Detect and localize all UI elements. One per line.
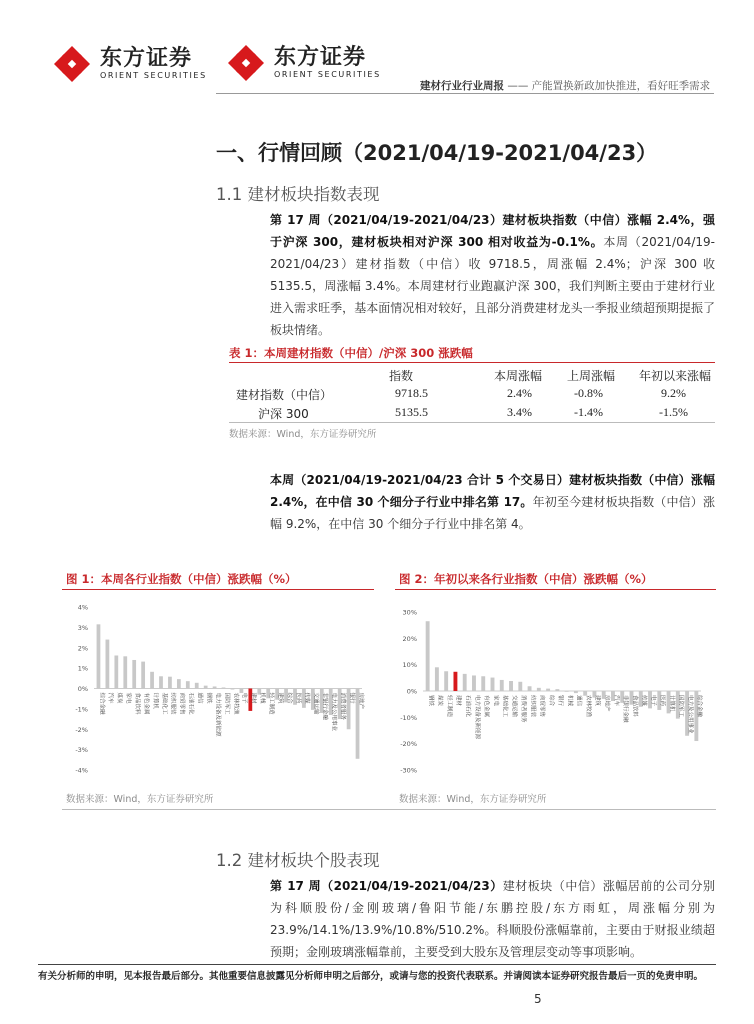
table-header: 上周涨幅 bbox=[567, 369, 616, 383]
category-label: 消费者服务 bbox=[520, 695, 527, 723]
subsection-title-1-2: 1.2 建材板块个股表现 bbox=[216, 851, 380, 870]
category-label: 电力及公用事业 bbox=[330, 692, 337, 732]
category-label: 交通运输 bbox=[510, 695, 517, 718]
header-subtitle bbox=[420, 78, 710, 93]
category-label: 国防军工 bbox=[677, 695, 684, 718]
table-header: 年初以来涨幅 bbox=[639, 369, 712, 383]
bar bbox=[231, 689, 235, 690]
table-cell: -1.4% bbox=[574, 405, 603, 419]
category-label: 机械 bbox=[259, 692, 266, 704]
table-cell: 9718.5 bbox=[395, 386, 428, 400]
paragraph-2 bbox=[270, 469, 715, 535]
bar bbox=[213, 686, 217, 688]
category-label: 有色金属 bbox=[483, 695, 490, 718]
orient-logo-icon bbox=[52, 44, 92, 84]
paragraph-1 bbox=[270, 209, 715, 341]
category-label: 汽车 bbox=[107, 692, 114, 704]
bar bbox=[491, 678, 495, 691]
bar bbox=[500, 680, 504, 691]
orient-logo-icon bbox=[226, 43, 266, 83]
category-label: 家电 bbox=[125, 692, 132, 704]
category-label: 电子 bbox=[649, 695, 656, 707]
category-label: 房地产 bbox=[603, 695, 610, 712]
paragraph-2-rest: 年初至今建材板块指数（中信）涨幅 9.2%，在中信 30 个细分子行业中排名第 4。 bbox=[270, 495, 715, 531]
logo-text-en: ORIENT SECURITIES bbox=[274, 70, 381, 79]
bar bbox=[141, 662, 145, 689]
figure-1-title: 图 1：本周各行业指数（中信）涨跌幅（%） bbox=[66, 572, 297, 586]
y-tick-label: -10% bbox=[400, 713, 417, 722]
y-tick-label: -2% bbox=[75, 725, 88, 734]
category-label: 食品饮料 bbox=[134, 692, 140, 715]
category-label: 国防军工 bbox=[223, 692, 230, 715]
figures-bottom-rule bbox=[62, 809, 716, 810]
category-label: 非银行金融 bbox=[622, 695, 629, 723]
category-label: 煤炭 bbox=[436, 695, 443, 707]
bar bbox=[463, 674, 467, 691]
bar bbox=[518, 682, 522, 691]
y-tick-label: 30% bbox=[402, 608, 417, 617]
bar bbox=[555, 689, 559, 691]
category-label: 煤炭 bbox=[116, 692, 123, 704]
figure-2-title: 图 2：年初以来各行业指数（中信）涨跌幅（%） bbox=[399, 572, 653, 586]
y-tick-label: 0% bbox=[406, 687, 417, 696]
category-label: 计算机 bbox=[151, 692, 158, 710]
table-bottom-rule bbox=[229, 422, 715, 423]
y-tick-label: 3% bbox=[77, 623, 88, 632]
category-label: 电子 bbox=[241, 692, 248, 704]
y-tick-label: 2% bbox=[77, 644, 88, 653]
category-label: 医药 bbox=[294, 692, 301, 704]
category-label: 综合 bbox=[285, 692, 292, 704]
y-tick-label: -30% bbox=[400, 766, 417, 775]
bar bbox=[453, 672, 457, 691]
category-label: 建筑 bbox=[594, 695, 601, 707]
category-label: 通信 bbox=[575, 695, 582, 707]
figure-1-rule bbox=[62, 589, 374, 590]
category-label: 建筑 bbox=[276, 692, 283, 704]
table-header: 本周涨幅 bbox=[494, 369, 543, 383]
category-label: 钢铁 bbox=[205, 692, 212, 704]
report-subtitle: —— 产能置换新政加快推进，看好旺季需求 bbox=[507, 80, 711, 92]
table-top-rule bbox=[229, 362, 715, 363]
table-title: 表 1：本周建材指数（中信）/沪深 300 涨跌幅 bbox=[229, 346, 473, 360]
table-cell: -0.8% bbox=[574, 386, 603, 400]
category-label: 基础化工 bbox=[501, 695, 508, 718]
logo-orient-securities-1 bbox=[52, 44, 207, 84]
paragraph-1-bold: 第 17 周（2021/04/19-2021/04/23）建材板块指数（中信）涨幅 2.4%，强于沪深 300，建材板块相对沪深 300 相对收益为-0.1%。 bbox=[270, 213, 715, 249]
category-label: 汽车 bbox=[612, 695, 619, 707]
section-title: 一、行情回顾（2021/04/19-2021/04/23） bbox=[216, 141, 658, 165]
bar bbox=[159, 676, 163, 688]
bar bbox=[537, 688, 541, 691]
header-divider bbox=[216, 93, 714, 94]
bar bbox=[204, 686, 208, 689]
table-cell: 2.4% bbox=[507, 386, 532, 400]
category-label: 石油石化 bbox=[187, 692, 194, 715]
chart-2 bbox=[395, 592, 716, 788]
category-label: 电力及公用事业 bbox=[686, 695, 693, 734]
category-label: 商贸零售 bbox=[538, 695, 545, 718]
page-number: 5 bbox=[534, 992, 542, 1006]
chart-1 bbox=[62, 592, 374, 788]
logo-text-en: ORIENT SECURITIES bbox=[100, 71, 207, 80]
table-cell: 9.2% bbox=[661, 386, 686, 400]
category-label: 传媒 bbox=[640, 695, 647, 707]
category-label: 建材 bbox=[250, 692, 257, 704]
bar bbox=[546, 689, 550, 691]
logo-text-cn: 东方证券 bbox=[100, 46, 193, 71]
y-tick-label: -4% bbox=[75, 766, 88, 775]
category-label: 纺织服装 bbox=[529, 695, 536, 718]
bar bbox=[168, 677, 172, 689]
category-label: 石油石化 bbox=[464, 695, 471, 718]
paragraph-2-bold: 本周（2021/04/19-2021/04/23 合计 5 个交易日）建材板块指数（中信）涨幅 2.4%，在中信 30 个细分子行业中排名第 17。 bbox=[270, 473, 715, 509]
y-tick-label: -1% bbox=[75, 705, 88, 714]
category-label: 银行 bbox=[557, 695, 564, 707]
table-source: 数据来源：Wind，东方证券研究所 bbox=[229, 429, 377, 440]
paragraph-3 bbox=[270, 875, 715, 963]
report-type: 建材行业行业周报 bbox=[420, 80, 504, 92]
bar bbox=[426, 621, 430, 691]
category-label: 银行 bbox=[348, 692, 355, 704]
category-label: 电力设备及新能源 bbox=[473, 695, 480, 740]
category-label: 食品饮料 bbox=[631, 695, 638, 718]
bar bbox=[106, 640, 110, 689]
y-tick-label: 0% bbox=[77, 685, 88, 693]
table-cell: -1.5% bbox=[659, 405, 688, 419]
table-cell: 建材指数（中信） bbox=[236, 388, 333, 402]
bar bbox=[195, 683, 199, 689]
y-tick-label: 4% bbox=[77, 603, 88, 612]
table-cell: 3.4% bbox=[507, 405, 532, 419]
category-label: 农林牧渔 bbox=[584, 695, 591, 718]
category-label: 基础化工 bbox=[160, 692, 167, 715]
category-label: 交通运输 bbox=[312, 692, 319, 715]
paragraph-1-rest: 本周（2021/04/19-2021/04/23）建材指数（中信）收 9718.5，周涨幅 2.4%；沪深 300 收 5135.5，周涨幅 3.4%。本周建材行业跑赢沪深 300，我们判断主要由于建材行业进入需求旺季，基本面情况相对较好，且部分消费建材龙头一季报业绩超预期提振了板块情绪。 bbox=[270, 235, 715, 337]
category-label: 轻工制造 bbox=[445, 695, 452, 718]
bar bbox=[222, 687, 226, 688]
subsection-title-1-1: 1.1 建材板块指数表现 bbox=[216, 185, 380, 204]
footer-divider bbox=[38, 964, 716, 965]
category-label: 房地产 bbox=[357, 692, 364, 710]
figure-2-rule bbox=[395, 589, 716, 590]
category-label: 综合 bbox=[547, 695, 554, 707]
figure-1-source: 数据来源：Wind，东方证券研究所 bbox=[66, 794, 214, 805]
bar bbox=[186, 681, 190, 688]
bar bbox=[177, 679, 181, 688]
bar bbox=[574, 691, 578, 693]
y-tick-label: 10% bbox=[402, 661, 417, 670]
table-header: 指数 bbox=[389, 369, 414, 383]
bar bbox=[472, 675, 476, 691]
y-tick-label: 20% bbox=[402, 634, 417, 643]
category-label: 综合金融 bbox=[98, 692, 105, 715]
category-label: 钢铁 bbox=[427, 695, 434, 707]
bar bbox=[509, 681, 513, 691]
category-label: 商贸零售 bbox=[178, 692, 185, 715]
figure-2-source: 数据来源：Wind，东方证券研究所 bbox=[399, 794, 547, 805]
paragraph-3-rest: 建材板块（中信）涨幅居前的公司分别为科顺股份/金刚玻璃/鲁阳节能/东鹏控股/东方雨虹，周涨幅分别为 23.9%/14.1%/13.9%/10.8%/510.2%。科顺股份涨幅靠前，主要由于财报业绩超预期；金刚玻璃涨幅靠前，主要受到大股东及管理层变动等事项影响。 bbox=[270, 879, 715, 959]
category-label: 纺织服装 bbox=[169, 692, 176, 715]
y-tick-label: -20% bbox=[400, 740, 417, 749]
table-cell: 5135.5 bbox=[395, 405, 428, 419]
category-label: 传媒 bbox=[303, 692, 310, 704]
logo-text-cn: 东方证券 bbox=[274, 45, 367, 70]
category-label: 农林牧渔 bbox=[232, 692, 239, 715]
category-label: 消费者服务 bbox=[339, 692, 346, 721]
category-label: 计算机 bbox=[668, 695, 675, 712]
category-label: 通信 bbox=[196, 692, 203, 704]
table-cell: 沪深 300 bbox=[258, 407, 309, 421]
bar bbox=[132, 660, 136, 689]
y-tick-label: 1% bbox=[77, 664, 88, 673]
paragraph-3-bold: 第 17 周（2021/04/19-2021/04/23） bbox=[270, 879, 503, 893]
bar bbox=[528, 686, 532, 691]
y-tick-label: -3% bbox=[75, 746, 88, 755]
bar bbox=[97, 624, 101, 688]
bar bbox=[123, 656, 127, 688]
category-label: 非银行金融 bbox=[321, 692, 328, 721]
category-label: 轻工制造 bbox=[268, 692, 274, 715]
footer-disclaimer: 有关分析师的申明，见本报告最后部分。其他重要信息披露见分析师申明之后部分，或请与您的投资代表联系。并请阅读本证券研究报告最后一页的免责申明。 bbox=[38, 971, 704, 982]
bar bbox=[150, 672, 154, 689]
category-label: 建材 bbox=[455, 695, 462, 707]
category-label: 医药 bbox=[659, 695, 666, 707]
bar bbox=[565, 691, 569, 692]
bar bbox=[444, 671, 448, 691]
bar bbox=[435, 667, 439, 691]
category-label: 综合金融 bbox=[696, 695, 703, 718]
bar bbox=[114, 655, 118, 688]
bar bbox=[481, 676, 485, 691]
category-label: 有色金属 bbox=[142, 692, 149, 715]
category-label: 家电 bbox=[492, 695, 499, 707]
category-label: 电力设备及新能源 bbox=[214, 692, 221, 737]
logo-orient-securities-2 bbox=[226, 43, 381, 83]
category-label: 机械 bbox=[566, 695, 573, 707]
